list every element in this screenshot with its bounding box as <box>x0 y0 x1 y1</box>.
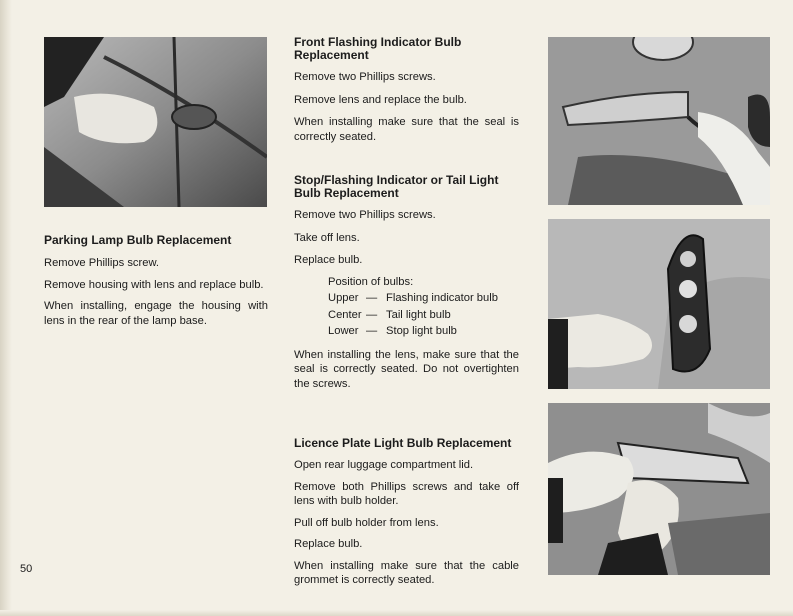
stop-light-closing: When installing the lens, make sure that the seal is correctly seated. Do not overtighten the screws. <box>294 348 519 390</box>
bulb-position-table <box>328 275 519 339</box>
left-column <box>44 234 268 328</box>
front-indicator-step-3: When installing make sure that the seal is correctly seated. <box>294 116 519 143</box>
parking-lamp-heading: Parking Lamp Bulb Replacement <box>44 233 232 247</box>
parking-lamp-photo <box>44 37 267 207</box>
licence-plate-heading: Licence Plate Light Bulb Replacement <box>294 436 512 450</box>
middle-column <box>294 36 519 588</box>
page-bottom-edge <box>0 610 793 616</box>
licence-plate-step-4: Replace bulb. <box>294 538 363 550</box>
stop-light-heading: Stop/Flashing Indicator or Tail Light Bulb Replacement <box>294 173 499 200</box>
bulb-name: Stop light bulb <box>386 325 457 337</box>
parking-lamp-step-2: Remove housing with lens and replace bulb. <box>44 278 264 291</box>
page-binding-edge <box>0 0 12 616</box>
licence-plate-step-3: Pull off bulb holder from lens. <box>294 516 439 529</box>
licence-plate-light-photo <box>548 403 770 575</box>
stop-light-step-2: Take off lens. <box>294 231 360 244</box>
stop-light-step-3: Replace bulb. <box>294 254 363 266</box>
bulb-name: Flashing indicator bulb <box>386 292 498 304</box>
front-indicator-step-2: Remove lens and replace the bulb. <box>294 93 467 106</box>
bulb-dash: — <box>366 325 378 337</box>
tail-light-photo <box>548 219 770 389</box>
bulb-position: Lower <box>328 325 359 337</box>
front-indicator-step-1: Remove two Phillips screws. <box>294 71 436 83</box>
bulb-row-upper <box>328 291 519 306</box>
bulb-position-title: Position of bulbs: <box>328 275 414 288</box>
parking-lamp-step-3: When installing, engage the housing with lens in the rear of the lamp base. <box>44 300 268 327</box>
bulb-position: Upper <box>328 292 359 304</box>
licence-plate-step-5: When installing make sure that the cable grommet is correctly seated. <box>294 559 519 586</box>
bulb-row-lower <box>328 324 519 339</box>
front-indicator-heading: Front Flashing Indicator Bulb Replacement <box>294 35 462 62</box>
page-number: 50 <box>20 563 33 575</box>
bulb-dash: — <box>366 292 378 304</box>
bulb-position: Center <box>328 308 362 321</box>
licence-plate-step-2: Remove both Phillips screws and take off lens with bulb holder. <box>294 480 519 507</box>
stop-light-step-1: Remove two Phillips screws. <box>294 209 436 221</box>
bulb-name: Tail light bulb <box>386 308 451 321</box>
licence-plate-step-1: Open rear luggage compartment lid. <box>294 459 474 471</box>
bulb-row-center <box>328 308 519 323</box>
bulb-dash: — <box>366 308 378 321</box>
front-indicator-photo <box>548 37 770 205</box>
parking-lamp-step-1: Remove Phillips screw. <box>44 257 160 269</box>
